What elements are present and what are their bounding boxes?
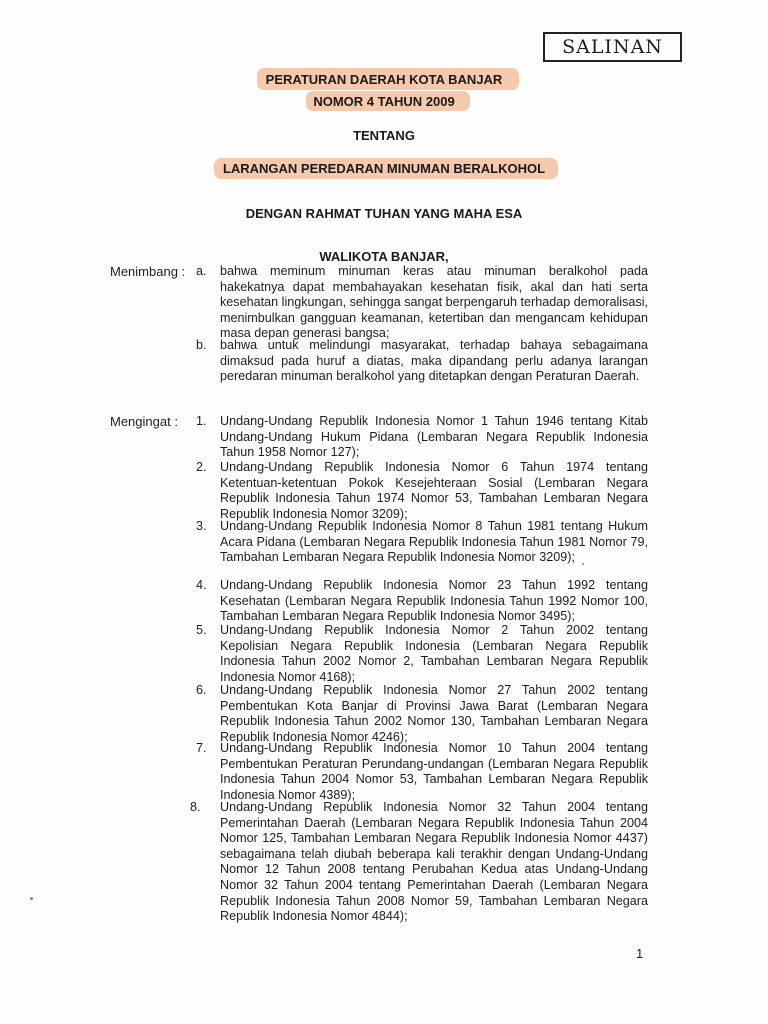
salinan-stamp: SALINAN xyxy=(543,32,682,62)
mengingat-label: Mengingat : xyxy=(110,414,178,429)
item-number: a. xyxy=(196,264,207,278)
item-text: Undang-Undang Republik Indonesia Nomor 10 Tahun 2004 tentang Pembentukan Peraturan Perundang-undangan (Lembaran Negara Republik Indonesia Tahun 2004 Nomor 53, Tambahan Lembaran Negara Republik Indonesia Nomor 4389); xyxy=(220,741,648,802)
item-number: 2. xyxy=(196,460,207,474)
item-number: 5. xyxy=(196,623,207,637)
item-number: 3. xyxy=(196,519,207,533)
menimbang-item-a xyxy=(196,264,648,344)
rahmat-line: DENGAN RAHMAT TUHAN YANG MAHA ESA xyxy=(245,206,523,221)
menimbang-item-b xyxy=(196,338,648,400)
regulation-subject: LARANGAN PEREDARAN MINUMAN BERALKOHOL xyxy=(222,161,546,176)
item-text: Undang-Undang Republik Indonesia Nomor 32 Tahun 2004 tentang Pemerintahan Daerah (Lembaran Negara Republik Indonesia Tahun 2004 Nomor 125, Tambahan Lembaran Negara Republik Indonesia Nomor 4437) sebagaimana telah diubah beberapa kali terakhir dengan Undang-Undang Nomor 12 Tahun 2008 tentang Perubahan Kedua atas Undang-Undang Nomor 32 Tahun 2004 tentang Pemerintahan Daerah (Lembaran Negara Republik Indonesia Tahun 2008 Nomor 59, Tambahan Lembaran Negara Republik Indonesia Nomor 4844); xyxy=(220,800,648,924)
item-number: 1. xyxy=(196,414,207,428)
item-text: Undang-Undang Republik Indonesia Nomor 8 Tahun 1981 tentang Hukum Acara Pidana (Lembaran Negara Republik Indonesia Tahun 1981 Nomor 79, Tambahan Lembaran Negara Republik Indonesia Nomor 3209); xyxy=(220,519,648,565)
item-number: b. xyxy=(196,338,207,352)
item-text: bahwa meminum minuman keras atau minuman beralkohol pada hakekatnya dapat membahayakan kesehatan fisik, akal dan hati serta kesehatan lingkungan, sehingga sangat berpengaruh terhadap demoralisasi, menimbulkan gangguan keamanan, ketertiban dan mengancam kehidupan masa depan generasi bangsa; xyxy=(220,264,648,341)
scan-speck xyxy=(30,897,33,900)
walikota-line: WALIKOTA BANJAR, xyxy=(319,249,449,264)
scan-speck xyxy=(582,563,584,565)
item-number: 7. xyxy=(196,741,207,755)
item-text: Undang-Undang Republik Indonesia Nomor 2 Tahun 2002 tentang Kepolisian Negara Republik Indonesia (Lembaran Negara Republik Indonesia Tahun 2002 Nomor 2, Tambahan Lembaran Negara Republik Indonesia Nomor 4168); xyxy=(220,623,648,684)
item-number: 8. xyxy=(190,800,201,814)
item-text: Undang-Undang Republik Indonesia Nomor 1 Tahun 1946 tentang Kitab Undang-Undang Hukum Pidana (Lembaran Negara Republik Indonesia Tahun 1958 Nomor 127); xyxy=(220,414,648,460)
item-number: 4. xyxy=(196,578,207,592)
page-number: 1 xyxy=(636,946,644,961)
item-text: Undang-Undang Republik Indonesia Nomor 27 Tahun 2002 tentang Pembentukan Kota Banjar di Provinsi Jawa Barat (Lembaran Negara Republik Indonesia Tahun 2002 Nomor 130, Tambahan Lembaran Negara Republik Indonesia Nomor 4246); xyxy=(220,683,648,744)
item-number: 6. xyxy=(196,683,207,697)
regulation-number: NOMOR 4 TAHUN 2009 xyxy=(313,94,455,109)
item-text: Undang-Undang Republik Indonesia Nomor 6 Tahun 1974 tentang Ketentuan-ketentuan Pokok Kesejehteraan Sosial (Lembaran Negara Republik Indonesia Tahun 1974 Nomor 53, Tambahan Lembaran Negara Republik Indonesia Nomor 3209); xyxy=(220,460,648,521)
item-text: bahwa untuk melindungi masyarakat, terhadap bahaya sebagaimana dimaksud pada huruf a diatas, maka dipandang perlu adanya larangan peredaran minuman beralkohol yang ditetapkan dengan Peraturan Daerah. xyxy=(220,338,648,384)
menimbang-label: Menimbang : xyxy=(110,264,186,279)
regulation-title: PERATURAN DAERAH KOTA BANJAR xyxy=(265,72,503,87)
item-text: Undang-Undang Republik Indonesia Nomor 23 Tahun 1992 tentang Kesehatan (Lembaran Negara Republik Indonesia Tahun 1992 Nomor 100, Tambahan Lembaran Negara Republik Indonesia Nomor 3495); xyxy=(220,578,648,624)
tentang-heading: TENTANG xyxy=(353,128,415,143)
